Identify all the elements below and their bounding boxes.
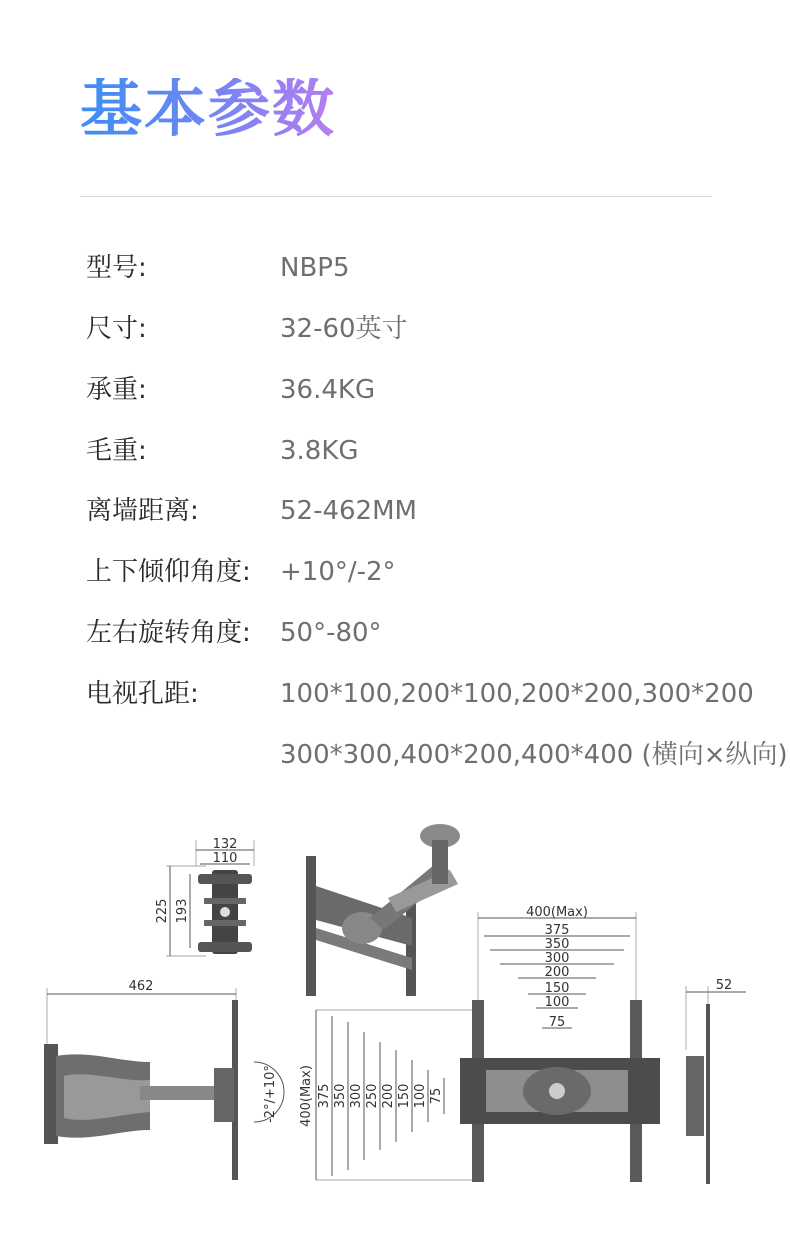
spec-value: 100*100,200*100,200*200,300*200	[280, 679, 754, 709]
technical-drawings	[0, 800, 790, 1255]
spec-label: 左右旋转角度:	[86, 618, 251, 648]
plate-height-inner-label: 193	[175, 898, 190, 924]
spec-label: 承重:	[86, 375, 147, 405]
horizontal-dim-label: 400(Max)	[526, 905, 588, 920]
horizontal-dim-label: 300	[544, 951, 570, 966]
vertical-dim-label: 300	[349, 1083, 364, 1109]
vertical-dim-label: 75	[429, 1087, 444, 1105]
spec-label: 型号:	[86, 253, 147, 283]
side-view-drawing	[44, 979, 284, 1180]
spec-label: 电视孔距:	[86, 679, 199, 709]
horizontal-dim-label: 375	[544, 923, 570, 938]
horizontal-dim-label: 100	[544, 995, 570, 1010]
spec-value: 300*300,400*200,400*400 (横向×纵向)	[280, 740, 788, 770]
vertical-dim-label: 350	[333, 1083, 348, 1109]
wall-gap-drawing	[686, 978, 746, 1184]
title-divider	[80, 196, 712, 197]
wall-gap-label: 52	[715, 978, 733, 993]
vertical-dim-label: 375	[317, 1083, 332, 1109]
vertical-dim-label: 400(Max)	[299, 1065, 314, 1127]
vertical-dim-label: 100	[413, 1083, 428, 1109]
spec-label: 尺寸:	[86, 314, 147, 344]
vertical-dim-label: 250	[365, 1083, 380, 1109]
spec-value: 32-60英寸	[280, 314, 408, 344]
plate-width-inner-label: 110	[212, 851, 238, 866]
spec-label: 上下倾仰角度:	[86, 557, 251, 587]
spec-label: 离墙距离:	[86, 496, 199, 526]
spec-label: 毛重:	[86, 436, 147, 466]
horizontal-dim-label: 200	[544, 965, 570, 980]
spec-value: 36.4KG	[280, 375, 376, 405]
spec-value: 52-462MM	[280, 496, 417, 526]
arm-extension-label: 462	[128, 979, 154, 994]
perspective-product-drawing	[306, 824, 460, 996]
spec-value: NBP5	[280, 253, 350, 283]
horizontal-dim-label: 150	[544, 981, 570, 996]
vertical-dim-label: 200	[381, 1083, 396, 1109]
plate-width-outer-label: 132	[212, 837, 238, 852]
plate-height-outer-label: 225	[155, 898, 170, 924]
tilt-angle-label: -2°/+10°	[263, 1065, 278, 1123]
spec-value: 50°-80°	[280, 618, 382, 648]
vertical-dim-label: 150	[397, 1083, 412, 1109]
page-title: 基本参数	[80, 72, 337, 145]
wall-plate-drawing	[155, 837, 254, 956]
horizontal-dim-label: 75	[548, 1015, 566, 1030]
spec-value: 3.8KG	[280, 436, 359, 466]
spec-value: +10°/-2°	[280, 557, 396, 587]
horizontal-dim-label: 350	[544, 937, 570, 952]
